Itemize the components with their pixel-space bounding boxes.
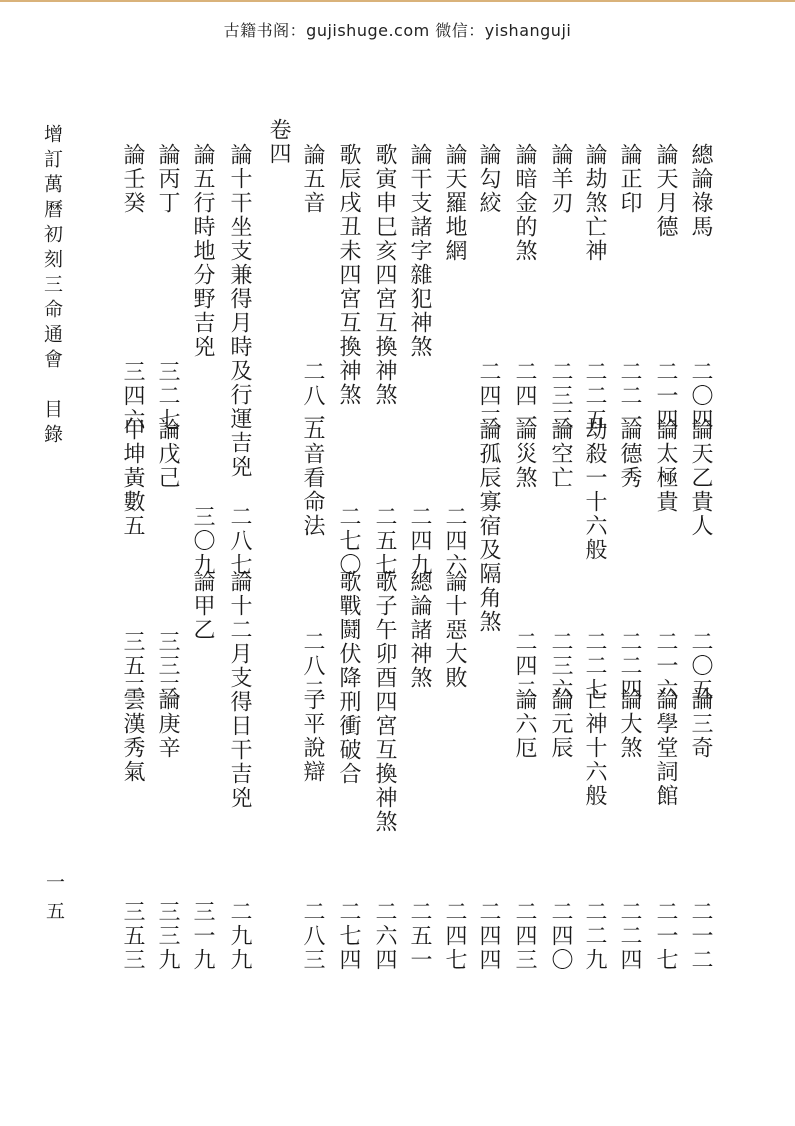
toc-top-8: 論干支諸字雜犯神煞 xyxy=(407,143,432,359)
toc-m2-11: 子平說辯 xyxy=(300,688,325,784)
toc-top-1: 論天月德 xyxy=(653,143,678,239)
toc-m1-3: 劫殺一十六般 xyxy=(582,418,607,562)
toc-top-7: 論天羅地網 xyxy=(442,143,467,263)
toc-p2-14: 論甲乙 xyxy=(190,570,215,642)
toc-p2-15: 三三三 xyxy=(155,630,180,702)
toc-p1-2: 二二一 xyxy=(617,360,642,432)
toc-p3-3: 二二九 xyxy=(582,900,607,972)
toc-p2-2: 二二四 xyxy=(617,630,642,702)
toc-p2-4: 二三六 xyxy=(548,630,573,702)
toc-p2-3: 二二七 xyxy=(582,630,607,702)
toc-p1-15: 三二七 xyxy=(155,360,180,432)
toc-p3-9: 二六四 xyxy=(372,900,397,972)
toc-m1-15: 論戊己 xyxy=(155,418,180,490)
toc-p1-5: 二四一 xyxy=(512,360,537,432)
toc-top-4: 論羊刃 xyxy=(548,143,573,215)
toc-p2-11: 二八二 xyxy=(300,630,325,702)
toc-m1-5: 論災煞 xyxy=(512,418,537,490)
toc-top-5: 論暗金的煞 xyxy=(512,143,537,263)
toc-p3-13: 二九九 xyxy=(227,900,252,972)
toc-p3-2: 二二四 xyxy=(617,900,642,972)
toc-m2-1: 論學堂詞館 xyxy=(653,688,678,808)
toc-top-6: 論勾絞 xyxy=(476,143,501,215)
toc-m2-4: 論元辰 xyxy=(548,688,573,760)
watermark-header: 古籍书阁：gujishuge.com 微信：yishanguji xyxy=(223,21,572,40)
toc-p2-0: 二〇五 xyxy=(688,630,713,702)
toc-top-14: 論五行時地分野吉兇 xyxy=(190,143,215,359)
toc-p2-9: 歌子午卯酉四宮互換神煞 xyxy=(372,570,397,834)
toc-p1-0: 二〇四 xyxy=(688,360,713,432)
toc-p1-6: 二四三 xyxy=(476,360,501,432)
toc-m1-6: 論孤辰寡宿及隔角煞 xyxy=(476,418,501,634)
toc-p2-1: 二一六 xyxy=(653,630,678,702)
toc-p1-3: 二二五 xyxy=(582,360,607,432)
toc-p1-11: 二八一 xyxy=(300,360,325,432)
toc-p3-15: 三三九 xyxy=(155,900,180,972)
toc-top-3: 論劫煞亡神 xyxy=(582,143,607,263)
toc-p3-10: 二七四 xyxy=(336,900,361,972)
toc-m2-0: 論三奇 xyxy=(688,688,713,760)
toc-m1-13: 二八七 xyxy=(227,505,252,577)
toc-m1-11: 五音看命法 xyxy=(300,418,325,538)
toc-top-2: 論正印 xyxy=(617,143,642,215)
toc-p3-11: 二八三 xyxy=(300,900,325,972)
toc-p3-6: 二四四 xyxy=(476,900,501,972)
toc-m1-4: 論空亡 xyxy=(548,418,573,490)
page-number: 一五 xyxy=(43,872,65,930)
toc-top-10: 歌辰戌丑未四宮互換神煞 xyxy=(336,143,361,407)
toc-p1-1: 二一四 xyxy=(653,360,678,432)
toc-top-11: 論五音 xyxy=(300,143,325,215)
toc-m1-7: 二四六 xyxy=(442,505,467,577)
toc-top-12: 卷四 xyxy=(266,118,291,166)
toc-m2-15: 論庚辛 xyxy=(155,688,180,760)
toc-p3-7: 二四七 xyxy=(442,900,467,972)
book-title: 增訂萬曆初刻三命通會 目錄 xyxy=(41,124,63,449)
toc-p2-7: 論十惡大敗 xyxy=(442,570,467,690)
toc-m1-1: 論太極貴 xyxy=(653,418,678,514)
toc-p3-14: 三一九 xyxy=(190,900,215,972)
toc-p3-4: 二四〇 xyxy=(548,900,573,972)
top-border xyxy=(0,0,795,2)
toc-p3-0: 二一二 xyxy=(688,900,713,972)
toc-m1-9: 二五七 xyxy=(372,505,397,577)
toc-m1-16: 甲坤黃數五 xyxy=(120,418,145,538)
toc-top-9: 歌寅申巳亥四宮互換神煞 xyxy=(372,143,397,407)
toc-m2-5: 論六厄 xyxy=(512,688,537,760)
toc-p1-16: 三四六 xyxy=(120,360,145,432)
toc-m2-16: 雲漢秀氣 xyxy=(120,688,145,784)
toc-p2-13: 論十二月支得日干吉兇 xyxy=(227,570,252,810)
toc-m1-14: 三〇九 xyxy=(190,505,215,577)
toc-top-0: 總論祿馬 xyxy=(688,143,713,239)
toc-top-16: 論壬癸 xyxy=(120,143,145,215)
toc-p3-8: 二五一 xyxy=(407,900,432,972)
toc-p3-1: 二一七 xyxy=(653,900,678,972)
toc-p1-4: 二三三 xyxy=(548,360,573,432)
toc-m2-2: 論大煞 xyxy=(617,688,642,760)
toc-m2-3: 亡神十六般 xyxy=(582,688,607,808)
toc-p2-5: 二四二 xyxy=(512,630,537,702)
toc-p2-16: 三五三 xyxy=(120,630,145,702)
toc-p3-5: 二四三 xyxy=(512,900,537,972)
toc-m1-2: 論德秀 xyxy=(617,418,642,490)
toc-m1-8: 二四九 xyxy=(407,505,432,577)
toc-top-15: 論丙丁 xyxy=(155,143,180,215)
toc-top-13: 論十干坐支兼得月時及行運吉兇 xyxy=(227,143,252,479)
toc-p3-16: 三五三 xyxy=(120,900,145,972)
toc-m1-0: 論天乙貴人 xyxy=(688,418,713,538)
toc-m1-10: 二七〇 xyxy=(336,505,361,577)
toc-p2-10: 歌戰鬪伏降刑衝破合 xyxy=(336,570,361,786)
toc-p2-8: 總論諸神煞 xyxy=(407,570,432,690)
